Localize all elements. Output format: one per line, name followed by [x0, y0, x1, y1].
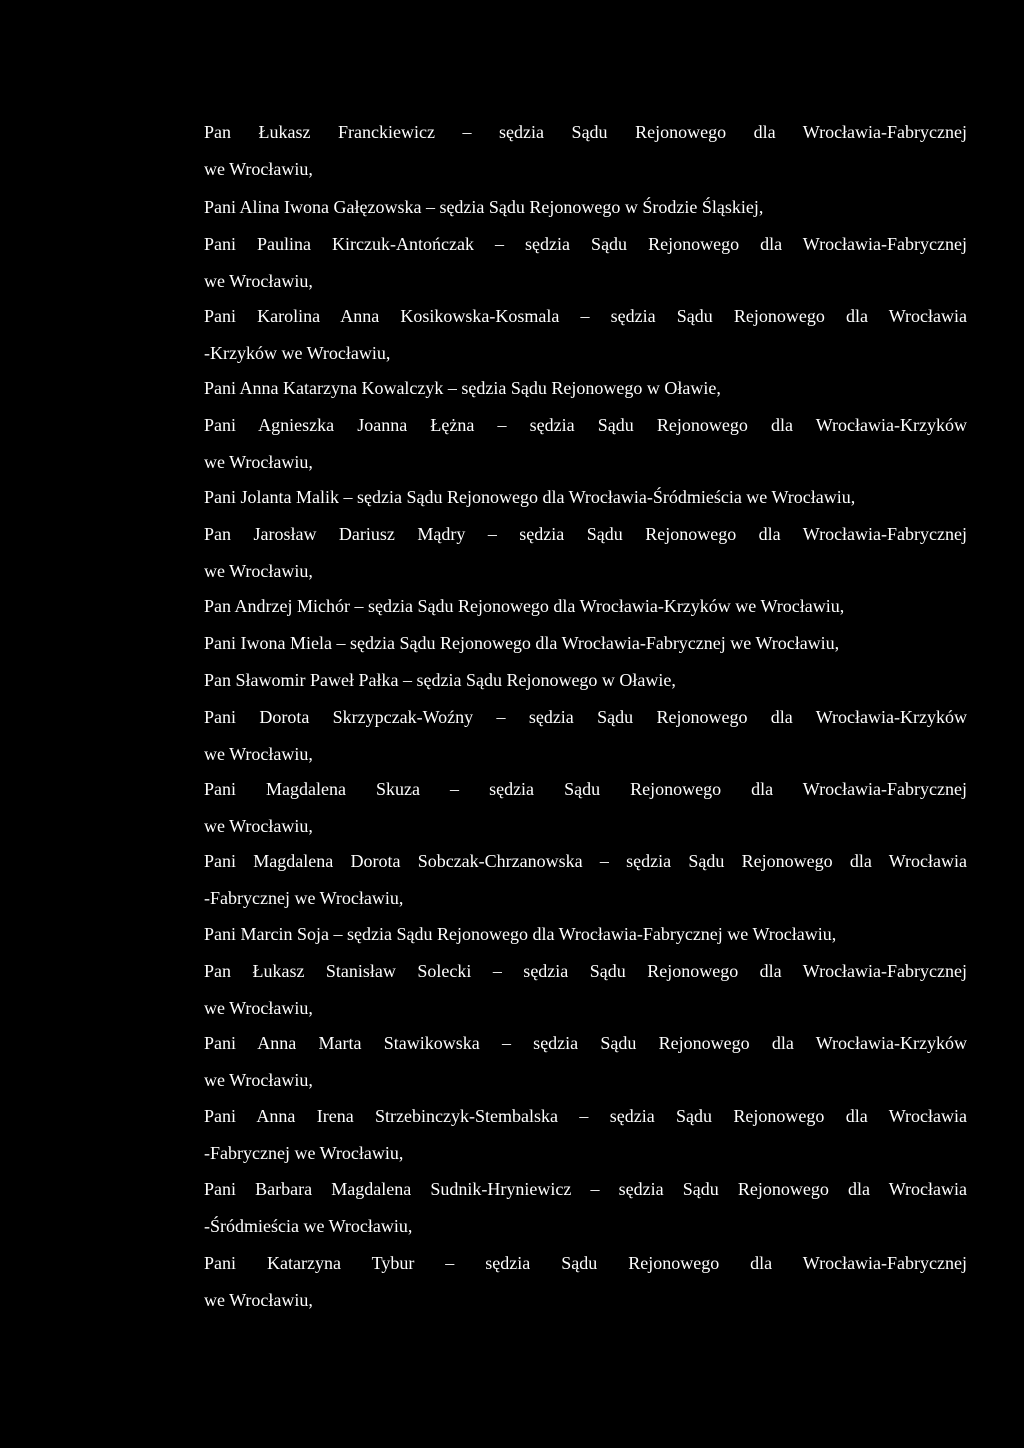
entry-line-1: Pani Jolanta Malik – sędzia Sądu Rejonowego dla Wrocławia-Śródmieścia we Wrocławiu,	[204, 487, 856, 507]
entry-line-1: Pani Anna Marta Stawikowska – sędzia Sądu Rejonowego dla Wrocławia-Krzyków	[204, 1033, 967, 1053]
entry-line-1: Pani Marcin Soja – sędzia Sądu Rejonowego dla Wrocławia-Fabrycznej we Wrocławiu,	[204, 924, 837, 944]
entry-line-1: Pani Magdalena Dorota Sobczak-Chrzanowska – sędzia Sądu Rejonowego dla Wrocławia	[204, 851, 967, 871]
entry-line-1: Pani Katarzyna Tybur – sędzia Sądu Rejonowego dla Wrocławia-Fabrycznej	[204, 1253, 967, 1273]
entry-line-1: Pani Agnieszka Joanna Łężna – sędzia Sądu Rejonowego dla Wrocławia-Krzyków	[204, 415, 967, 435]
entry-line-1: Pani Paulina Kirczuk-Antończak – sędzia Sądu Rejonowego dla Wrocławia-Fabrycznej	[204, 234, 967, 254]
entry-line-1: Pani Iwona Miela – sędzia Sądu Rejonowego dla Wrocławia-Fabrycznej we Wrocławiu,	[204, 633, 840, 653]
entry-line-1: Pani Dorota Skrzypczak-Woźny – sędzia Sądu Rejonowego dla Wrocławia-Krzyków	[204, 707, 967, 727]
entry-line-2: -Fabrycznej we Wrocławiu,	[204, 1143, 404, 1163]
entry-line-1: Pani Magdalena Skuza – sędzia Sądu Rejonowego dla Wrocławia-Fabrycznej	[204, 779, 967, 799]
entry-line-2: we Wrocławiu,	[204, 1290, 313, 1310]
entry-line-2: -Śródmieścia we Wrocławiu,	[204, 1216, 413, 1236]
entry-line-1: Pani Alina Iwona Gałęzowska – sędzia Sądu Rejonowego w Środzie Śląskiej,	[204, 197, 764, 217]
entry-line-1: Pan Andrzej Michór – sędzia Sądu Rejonowego dla Wrocławia-Krzyków we Wrocławiu,	[204, 596, 845, 616]
entry-line-2: we Wrocławiu,	[204, 1070, 313, 1090]
entry-line-2: we Wrocławiu,	[204, 561, 313, 581]
entry-line-1: Pan Sławomir Paweł Pałka – sędzia Sądu Rejonowego w Oławie,	[204, 670, 676, 690]
entry-line-2: -Krzyków we Wrocławiu,	[204, 343, 391, 363]
entry-line-2: we Wrocławiu,	[204, 452, 313, 472]
entry-line-2: we Wrocławiu,	[204, 998, 313, 1018]
entry-line-1: Pani Barbara Magdalena Sudnik-Hryniewicz – sędzia Sądu Rejonowego dla Wrocławia	[204, 1179, 967, 1199]
entry-line-1: Pan Łukasz Stanisław Solecki – sędzia Sądu Rejonowego dla Wrocławia-Fabrycznej	[204, 961, 967, 981]
entry-line-1: Pan Łukasz Franckiewicz – sędzia Sądu Rejonowego dla Wrocławia-Fabrycznej	[204, 122, 967, 142]
entry-line-2: -Fabrycznej we Wrocławiu,	[204, 888, 404, 908]
entry-line-1: Pani Anna Irena Strzebinczyk-Stembalska – sędzia Sądu Rejonowego dla Wrocławia	[204, 1106, 967, 1126]
entry-line-1: Pan Jarosław Dariusz Mądry – sędzia Sądu Rejonowego dla Wrocławia-Fabrycznej	[204, 524, 967, 544]
entry-line-2: we Wrocławiu,	[204, 744, 313, 764]
entry-line-2: we Wrocławiu,	[204, 816, 313, 836]
entry-line-1: Pani Karolina Anna Kosikowska-Kosmala – sędzia Sądu Rejonowego dla Wrocławia	[204, 306, 967, 326]
entry-line-1: Pani Anna Katarzyna Kowalczyk – sędzia Sądu Rejonowego w Oławie,	[204, 378, 721, 398]
entry-line-2: we Wrocławiu,	[204, 159, 313, 179]
entry-line-2: we Wrocławiu,	[204, 271, 313, 291]
